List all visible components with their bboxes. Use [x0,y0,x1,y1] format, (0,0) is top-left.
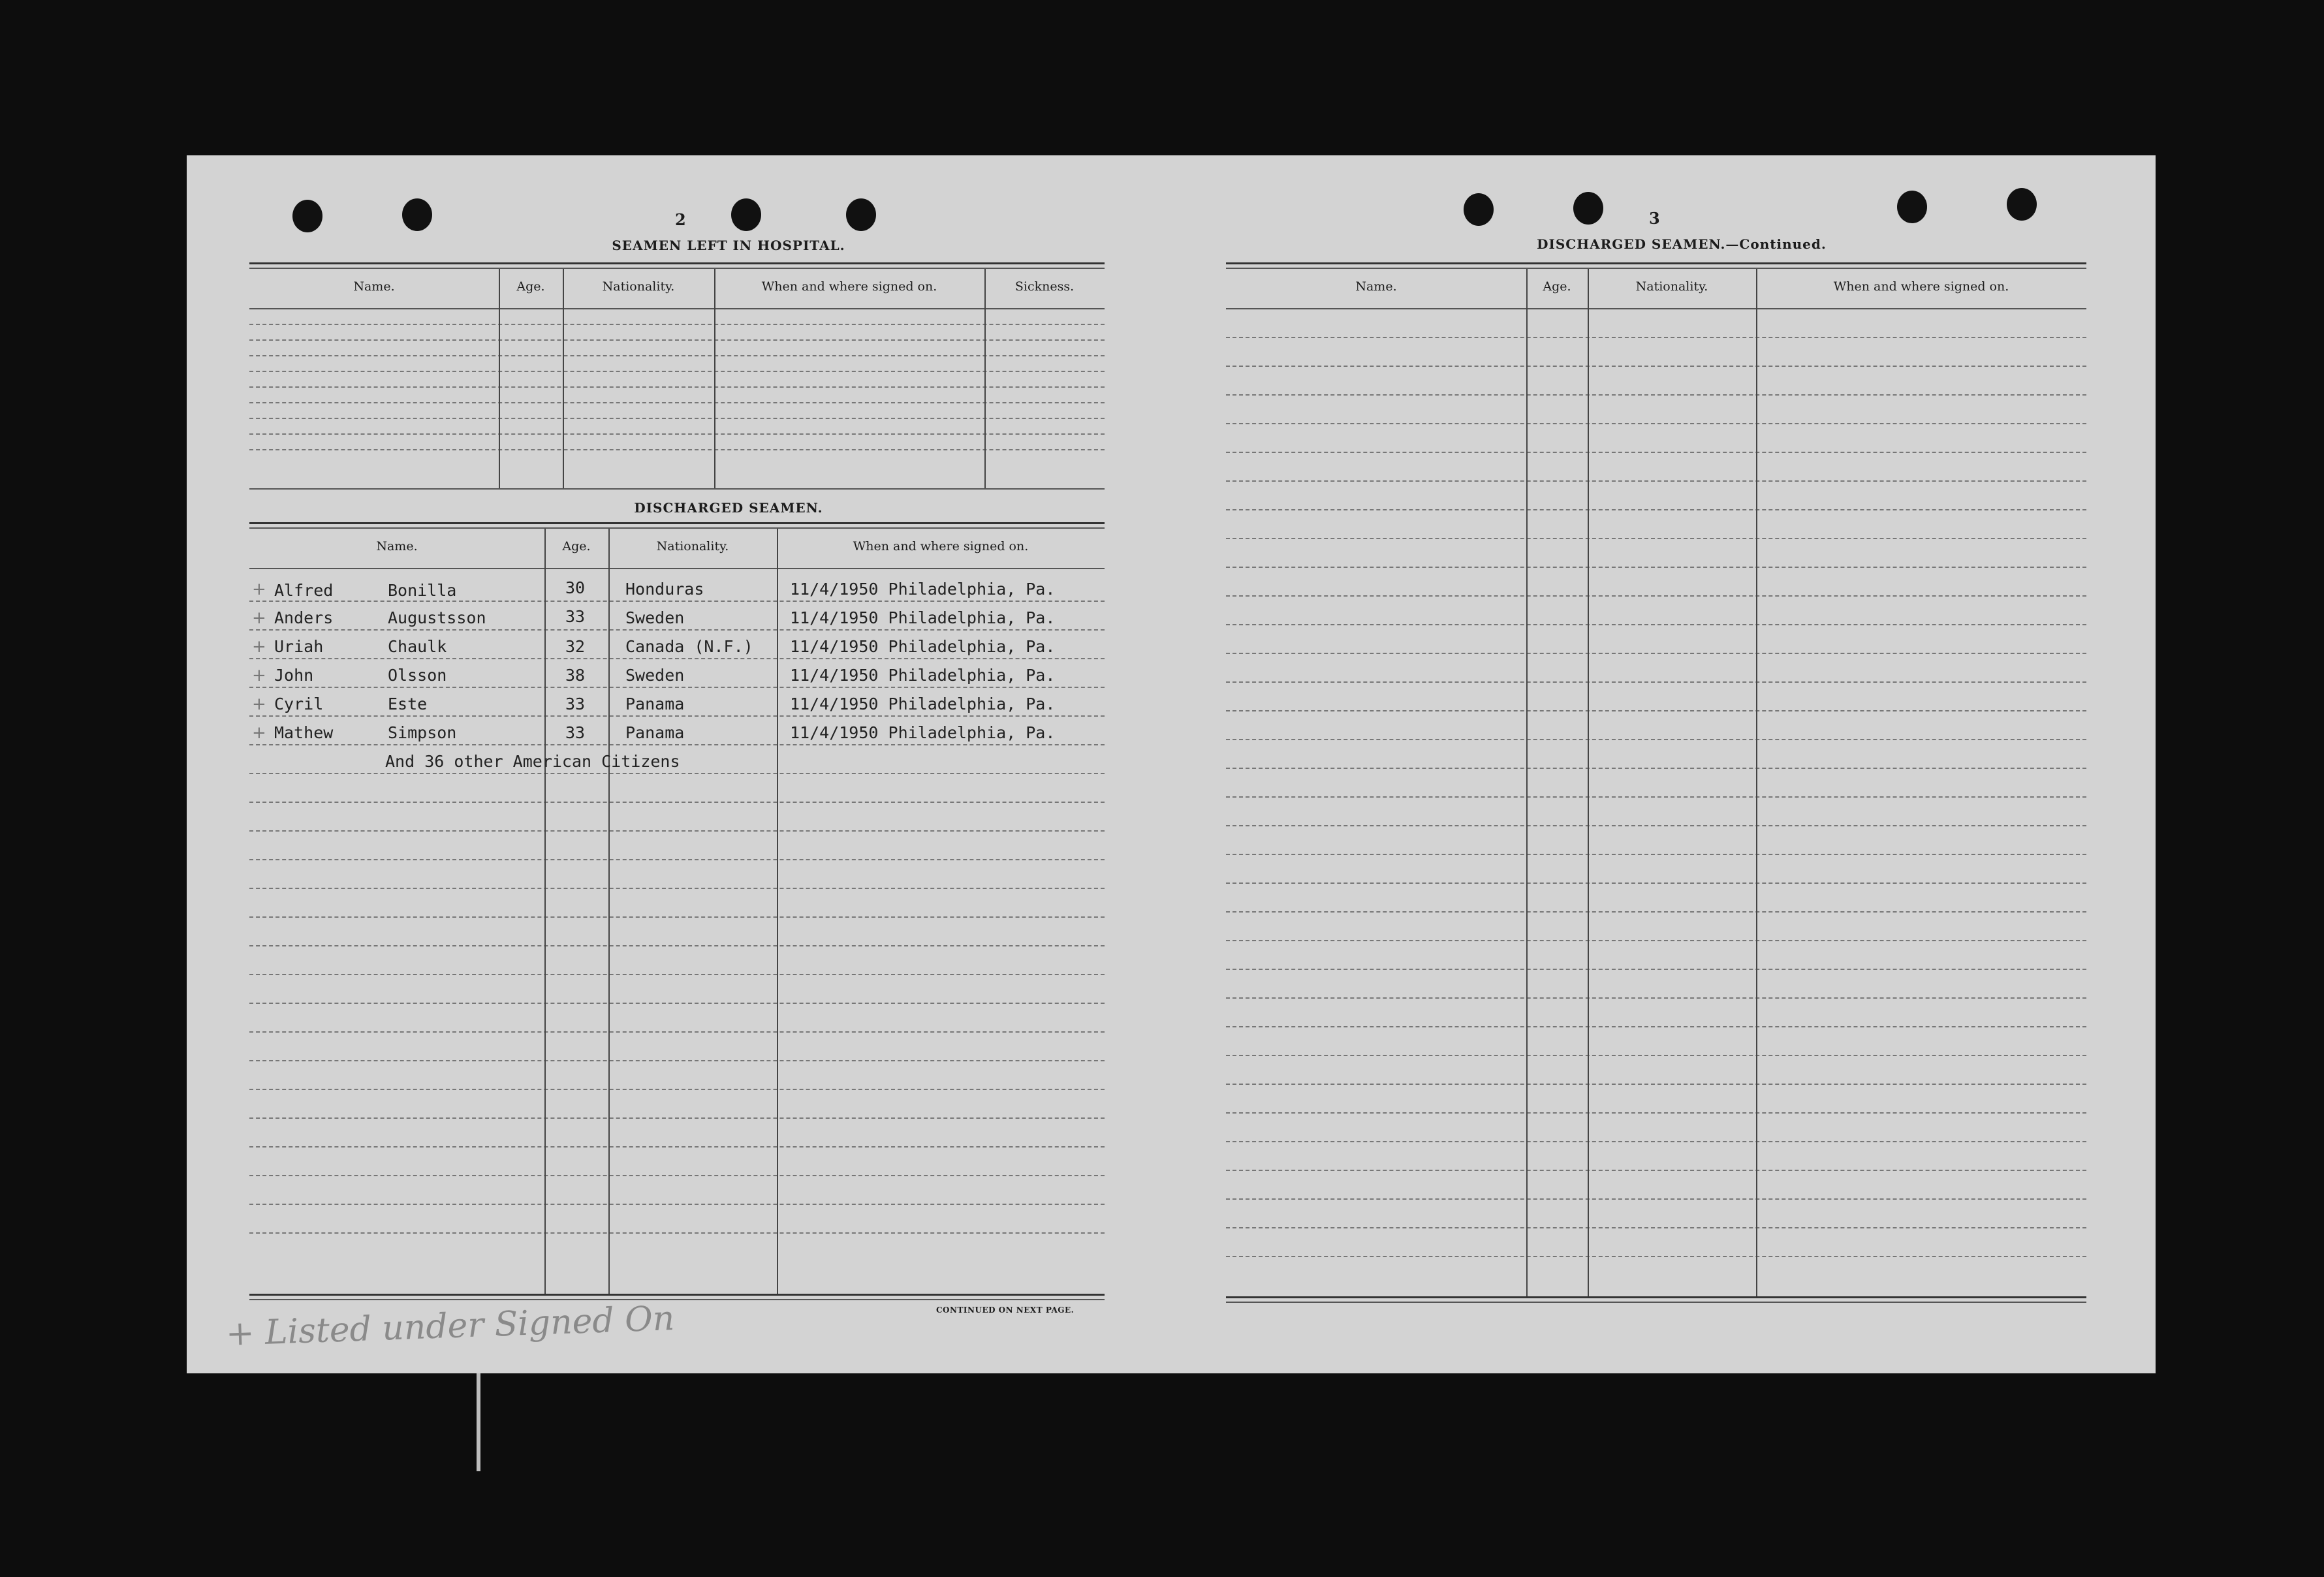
seaman-signed-on: 11/4/1950 Philadelphia, Pa. [790,580,1056,599]
seaman-nationality: Panama [625,695,685,713]
binding-mark [477,1373,480,1471]
seaman-last-name: Olsson [388,666,447,685]
seaman-nationality: Panama [625,723,685,742]
check-mark: + [252,608,266,628]
punch-hole [292,200,322,232]
handwritten-note: + Listed under Signed On [225,1299,676,1354]
seaman-nationality: Sweden [625,608,685,627]
hospital-section-title: SEAMEN LEFT IN HOSPITAL. [612,238,845,253]
check-mark: + [252,580,266,599]
hospital-col-age: Age. [516,279,545,294]
right-col-signed-on: When and where signed on. [1833,279,2009,294]
right-col-nationality: Nationality. [1635,279,1708,294]
punch-hole [1573,192,1603,225]
punch-hole [2007,188,2037,221]
discharged-section-title: DISCHARGED SEAMEN. [634,500,823,516]
seaman-signed-on: 11/4/1950 Philadelphia, Pa. [790,666,1056,685]
check-mark: + [252,666,266,685]
right-col-age: Age. [1543,279,1571,294]
right-col-name: Name. [1355,279,1397,294]
continued-footer: CONTINUED ON NEXT PAGE. [936,1305,1075,1315]
seaman-last-name: Bonilla [388,581,457,600]
seaman-first-name: Mathew [274,723,334,742]
seaman-signed-on: 11/4/1950 Philadelphia, Pa. [790,723,1056,742]
check-mark: + [252,723,266,743]
summary-line: And 36 other American Citizens [385,752,680,771]
hospital-col-name: Name. [353,279,395,294]
punch-hole [1897,191,1927,223]
right-page-number: 3 [1649,209,1660,228]
seaman-signed-on: 11/4/1950 Philadelphia, Pa. [790,637,1056,656]
seaman-first-name: John [274,666,314,685]
seaman-age: 38 [565,666,586,685]
discharged-col-age: Age. [562,539,591,554]
seaman-first-name: Alfred [274,581,334,600]
seaman-last-name: Simpson [388,723,457,742]
seaman-last-name: Este [388,695,428,713]
discharged-col-nationality: Nationality. [656,539,729,554]
seaman-signed-on: 11/4/1950 Philadelphia, Pa. [790,695,1056,713]
seaman-age: 33 [565,723,586,742]
seaman-nationality: Sweden [625,666,685,685]
check-mark: + [252,695,266,714]
hospital-col-sickness: Sickness. [1014,279,1075,294]
punch-hole [1464,193,1494,226]
hospital-col-signed-on: When and where signed on. [761,279,937,294]
seaman-age: 32 [565,637,586,656]
right-section-title: DISCHARGED SEAMEN.—Continued. [1537,236,1827,252]
seaman-first-name: Cyril [274,695,324,713]
punch-hole [846,198,876,231]
left-page-number: 2 [675,210,686,229]
seaman-signed-on: 11/4/1950 Philadelphia, Pa. [790,608,1056,627]
seaman-nationality: Honduras [625,580,704,599]
ledger-spread [187,155,2156,1373]
check-mark: + [252,637,266,657]
discharged-col-name: Name. [376,539,418,554]
hospital-col-nationality: Nationality. [602,279,675,294]
seaman-age: 30 [565,578,586,597]
seaman-age: 33 [565,695,586,713]
seaman-nationality: Canada (N.F.) [625,637,753,656]
discharged-col-signed-on: When and where signed on. [853,539,1029,554]
seaman-last-name: Augustsson [388,608,486,627]
seaman-first-name: Uriah [274,637,324,656]
seaman-last-name: Chaulk [388,637,447,656]
punch-hole [402,198,432,231]
punch-hole [731,198,761,231]
seaman-age: 33 [565,607,586,626]
seaman-first-name: Anders [274,608,334,627]
